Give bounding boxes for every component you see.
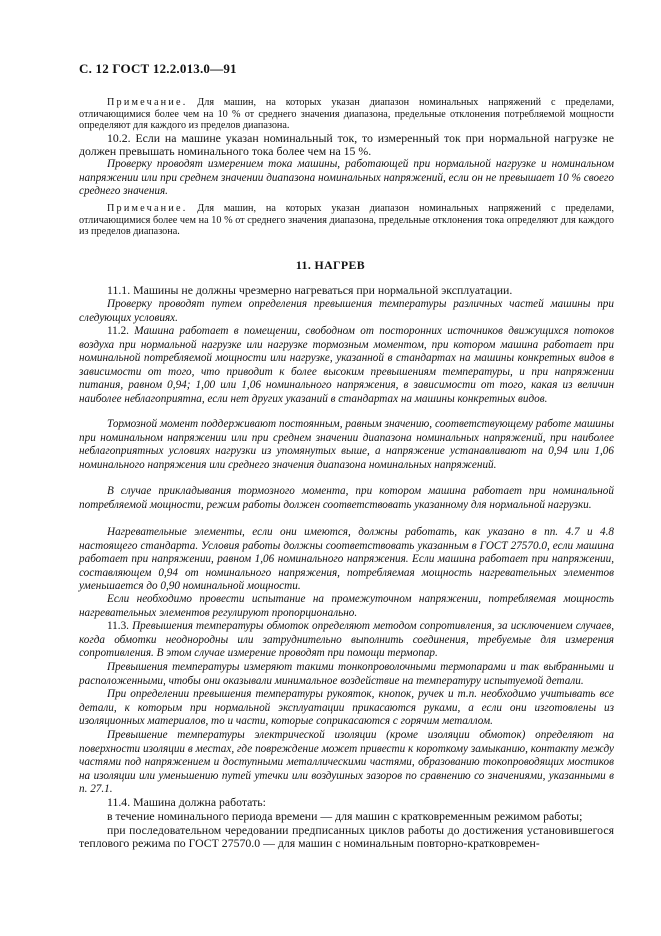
paragraph-text: В случае прикладывания тормозного момента, при котором машина работает при номинальной потребляемой мощности, режим работы должен соответствовать указанному для нормальной нагрузки. xyxy=(79,485,614,511)
paragraph-text: Превышения температуры измеряют такими тонкопроволочными термопарами и так выбранными и расположенными, чтобы они оказывали минимальное воздействие на температуру испытуемой детали. xyxy=(79,661,614,687)
note-current xyxy=(79,203,614,238)
paragraph-10-2-check xyxy=(79,158,614,199)
note-label: Примечание. xyxy=(107,203,188,214)
paragraph-text: Проверку проводят измерением тока машины, работающей при нормальной нагрузке и номинальном напряжении или при среднем значении диапазона номинальных напряжений, если он не превышает 10 % своего среднего значения. xyxy=(79,158,614,198)
paragraph-handles xyxy=(79,688,614,729)
paragraph-text: при последовательном чередовании предписанных циклов работы до достижения установившегося теплового режима по ГОСТ 27570.0 — для машин с номинальным повторно-кратковремен- xyxy=(79,823,614,851)
paragraph-11-4-b xyxy=(79,824,614,851)
section-title: 11. НАГРЕВ xyxy=(295,258,366,272)
paragraph-thermocouples xyxy=(79,661,614,688)
paragraph-text: Превышение температуры электрической изоляции (кроме изоляции обмоток) определяют на поверхности изоляции в местах, где повреждение может привести к короткому замыканию, контакту между частями под напряжением и доступными металлическими частями, образованию токопроводящих мостиков на изоляции или уменьшению путей утечки или воздушных зазоров по сравнению со значениями, указанными в п. 27.1. xyxy=(79,729,614,796)
paragraph-text: Проверку проводят путем определения превышения температуры различных частей машины при следующих условиях. xyxy=(79,298,614,324)
paragraph-text: 10.2. Если на машине указан номинальный ток, то измеренный ток при нормальной нагрузке не должен превышать номинального тока более чем на 15 %. xyxy=(79,131,614,159)
paragraph-11-1-check xyxy=(79,298,614,325)
paragraph-text: Тормозной момент поддерживают постоянным, равным значению, соответствующему работе машины при номинальном напряжении или при среднем значении диапазона номинальных напряжений, при наиболее неблагоприятных условиях нагрузки из упомянутых выше, а напряжение устанавливают на 0,94 или 1,06 номинального напряжения или среднего значения диапазона номинальных напряжений. xyxy=(79,418,614,471)
note-label: Примечание. xyxy=(107,97,188,108)
paragraph-text: Нагревательные элементы, если они имеются, должны работать, как указано в пп. 4.7 и 4.8 настоящего стандарта. Условия работы должны соответствовать указанным в ГОСТ 27570.0, если машина работает при напряжении, равном 1,06 номинального напряжения. Если машина работает при напряжении, составляющем 0,94 от номинального напряжения, потребляемая мощность нагревательных элементов уменьшается до 0,90 номинальной мощности. xyxy=(79,526,614,593)
clause-number: 11.3. xyxy=(107,620,129,632)
paragraph-insulation xyxy=(79,729,614,797)
paragraph-text: Превышения температуры обмоток определяют методом сопротивления, за исключением случаев, когда обмотки неоднородны или затруднительно выполнить соединения, требуемые для измерения сопротивления. В этом случае измерение проводят при помощи термопар. xyxy=(79,620,614,660)
paragraph-11-4-a xyxy=(79,810,614,823)
note-power xyxy=(79,97,614,132)
paragraph-text: в течение номинального периода времени — для машин с кратковременным режимом работы; xyxy=(107,809,583,823)
paragraph-text: Если необходимо провести испытание на промежуточном напряжении, потребляемая мощность нагревательных элементов регулируют пропорционально. xyxy=(79,593,614,619)
paragraph-11-2 xyxy=(79,325,614,407)
paragraph-text: При определении превышения температуры рукояток, кнопок, ручек и т.п. необходимо учитывать все детали, к которым при нормальной эксплуатации прикасаются руками, а если они изготовлены из изоляционных материалов, то и части, которые соприкасаются с горячим металлом. xyxy=(79,688,614,728)
paragraph-heating-elements xyxy=(79,526,614,594)
note-text: Для машин, на которых указан диапазон номинальных напряжений с пределами, отличающимися более чем на 10 % от среднего значения диапазона, предельные отклонения потребляемой мощности определяют для каждого из пределов диапазона. xyxy=(79,97,614,132)
paragraph-torque xyxy=(79,418,614,472)
paragraph-intermediate xyxy=(79,593,614,620)
note-text: Для машин, на которых указан диапазон номинальных напряжений с пределами, отличающимися более чем на 10 % от среднего значения диапазона, предельные отклонения тока определяют для каждого из пределов диапазона. xyxy=(79,203,614,238)
paragraph-11-4 xyxy=(79,796,614,809)
clause-number: 11.2. xyxy=(107,325,129,337)
paragraph-text: 11.4. Машина должна работать: xyxy=(107,795,266,809)
paragraph-text: 11.1. Машины не должны чрезмерно нагреваться при нормальной эксплуатации. xyxy=(107,283,513,297)
paragraph-11-1 xyxy=(79,284,614,297)
page-header: С. 12 ГОСТ 12.2.013.0—91 xyxy=(79,61,237,76)
paragraph-text: Машина работает в помещении, свободном от посторонних источников движущихся потоков воздуха при нормальной нагрузке или нагрузке тормозным моментом, при котором машина работает при номинальной потребляемой мощности или нагрузке, указанной в стандартах на машины конкретных видов в зависимости от того, что приводит к более высоким превышениям температуры, и при напряжении питания, равном 0,94; 1,00 или 1,06 номинального напряжения, в зависимости от того, какая из величин наиболее неблагоприятна, если нет других указаний в стандартах на машины конкретных видов. xyxy=(79,325,614,405)
paragraph-torque-apply xyxy=(79,485,614,512)
paragraph-10-2 xyxy=(79,132,614,159)
paragraph-11-3 xyxy=(79,620,614,661)
